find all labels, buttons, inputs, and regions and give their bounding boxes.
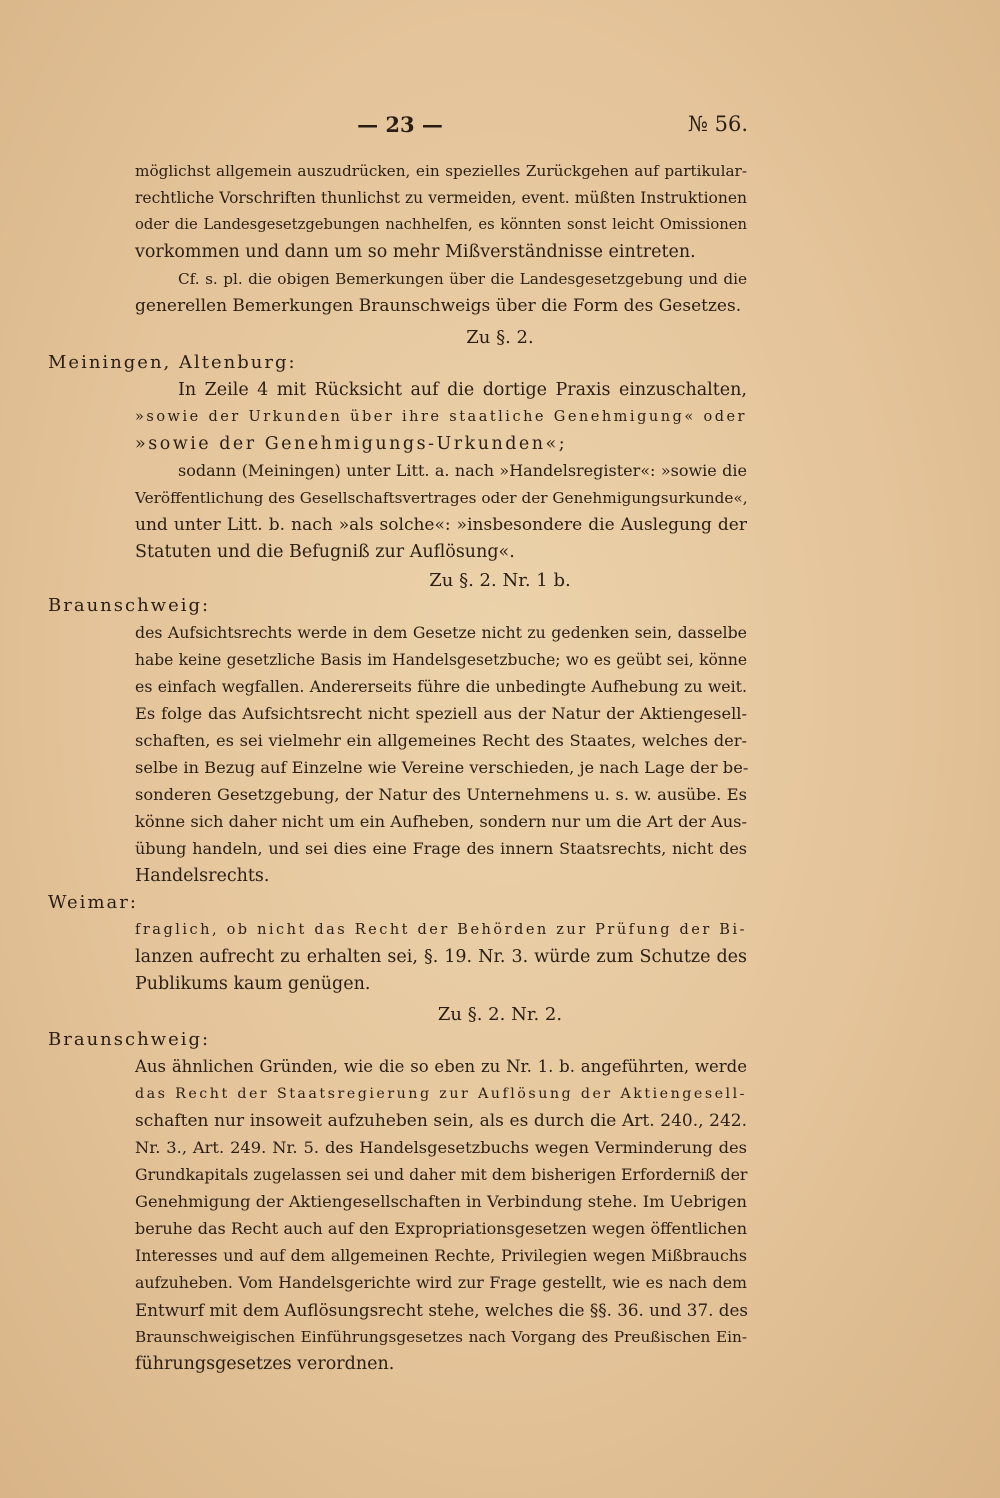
text-line: führungsgesetzes verordnen.	[135, 1354, 395, 1374]
text-line: des Aufsichtsrechts werde in dem Gesetze nicht zu gedenken sein, dasselbe	[135, 623, 747, 642]
section-heading: Zu §. 2. Nr. 2.	[437, 1004, 563, 1025]
text-line: oder die Landesgesetzgebungen nachhelfen, es könnten sonst leicht Omissionen	[135, 216, 747, 233]
text-line: generellen Bemerkungen Braunschweigs über die Form des Gesetzes.	[135, 296, 742, 316]
text-line: Genehmigung der Aktiengesellschaften in Verbindung stehe. Im Uebrigen	[135, 1192, 747, 1211]
text-line: »sowie der Genehmigungs-Urkunden«;	[135, 434, 568, 454]
text-line: selbe in Bezug auf Einzelne wie Vereine verschieden, je nach Lage der be-	[135, 758, 749, 777]
text-line: es einfach wegfallen. Andererseits führe die unbedingte Aufhebung zu weit.	[135, 677, 747, 696]
document-number: № 56.	[688, 112, 748, 136]
text-line: fraglich, ob nicht das Recht der Behörden zur Prüfung der Bi-	[135, 922, 747, 938]
text-line: Handelsrechts.	[135, 866, 270, 886]
text-line: habe keine gesetzliche Basis im Handelsgesetzbuche; wo es geübt sei, könne	[135, 651, 747, 669]
text-line: könne sich daher nicht um ein Aufheben, sondern nur um die Art der Aus-	[135, 812, 747, 831]
text-line: möglichst allgemein auszudrücken, ein spezielles Zurückgehen auf partikular-	[135, 162, 747, 180]
text-line: schaften, es sei vielmehr ein allgemeines Recht des Staates, welches der-	[135, 731, 747, 750]
text-line: Grundkapitals zugelassen sei und daher mit dem bisherigen Erforderniß der	[135, 1165, 748, 1184]
text-line: Veröffentlichung des Gesellschaftsvertrages oder der Genehmigungsurkunde«,	[135, 489, 748, 507]
text-line: Entwurf mit dem Auflösungsrecht stehe, welches die §§. 36. und 37. des	[135, 1300, 749, 1320]
text-line: Statuten und die Befugniß zur Auflösung«.	[135, 542, 515, 562]
page-header	[0, 112, 1000, 146]
text-line: und unter Litt. b. nach »als solche«: »insbesondere die Auslegung der	[135, 515, 747, 535]
text-line: In Zeile 4 mit Rücksicht auf die dortige Praxis einzuschalten,	[178, 380, 747, 400]
text-line: Nr. 3., Art. 249. Nr. 5. des Handelsgesetzbuchs wegen Verminderung des	[135, 1138, 747, 1157]
speaker-label: Braunschweig:	[48, 595, 211, 616]
text-line: Cf. s. pl. die obigen Bemerkungen über die Landesgesetzgebung und die	[178, 270, 747, 288]
text-line: »sowie der Urkunden über ihre staatliche Genehmigung« oder	[135, 409, 747, 425]
text-line: aufzuheben. Vom Handelsgerichte wird zur Frage gestellt, wie es nach dem	[135, 1273, 747, 1292]
speaker-label: Weimar:	[48, 892, 138, 913]
section-heading: Zu §. 2. Nr. 1 b.	[429, 570, 571, 591]
text-line: Interesses und auf dem allgemeinen Rechte, Privilegien wegen Mißbrauchs	[135, 1246, 747, 1265]
text-line: Aus ähnlichen Gründen, wie die so eben zu Nr. 1. b. angeführten, werde	[135, 1057, 747, 1076]
section-heading: Zu §. 2.	[466, 327, 534, 348]
text-line: rechtliche Vorschriften thunlichst zu vermeiden, event. müßten Instruktionen	[135, 189, 747, 207]
text-line: schaften nur insoweit aufzuheben sein, als es durch die Art. 240., 242.	[135, 1111, 747, 1131]
speaker-label: Braunschweig:	[48, 1029, 211, 1050]
text-line: Es folge das Aufsichtsrecht nicht speziell aus der Natur der Aktiengesell-	[135, 704, 747, 723]
text-line: übung handeln, und sei dies eine Frage des innern Staatsrechts, nicht des	[135, 839, 747, 858]
text-line: vorkommen und dann um so mehr Mißverständnisse eintreten.	[135, 242, 696, 262]
text-line: beruhe das Recht auch auf den Expropriationsgesetzen wegen öffentlichen	[135, 1219, 747, 1238]
text-line: lanzen aufrecht zu erhalten sei, §. 19. Nr. 3. würde zum Schutze des	[135, 947, 747, 967]
text-line: sonderen Gesetzgebung, der Natur des Unternehmens u. s. w. ausübe. Es	[135, 785, 747, 804]
page-number: — 23 —	[357, 112, 443, 137]
text-line: sodann (Meiningen) unter Litt. a. nach »Handelsregister«: »sowie die	[178, 461, 747, 480]
text-line: das Recht der Staatsregierung zur Auflösung der Aktiengesell-	[135, 1086, 747, 1102]
text-line: Publikums kaum genügen.	[135, 974, 371, 994]
speaker-label: Meiningen, Altenburg:	[48, 352, 297, 373]
text-line: Braunschweigischen Einführungsgesetzes nach Vorgang des Preußischen Ein-	[135, 1328, 747, 1346]
